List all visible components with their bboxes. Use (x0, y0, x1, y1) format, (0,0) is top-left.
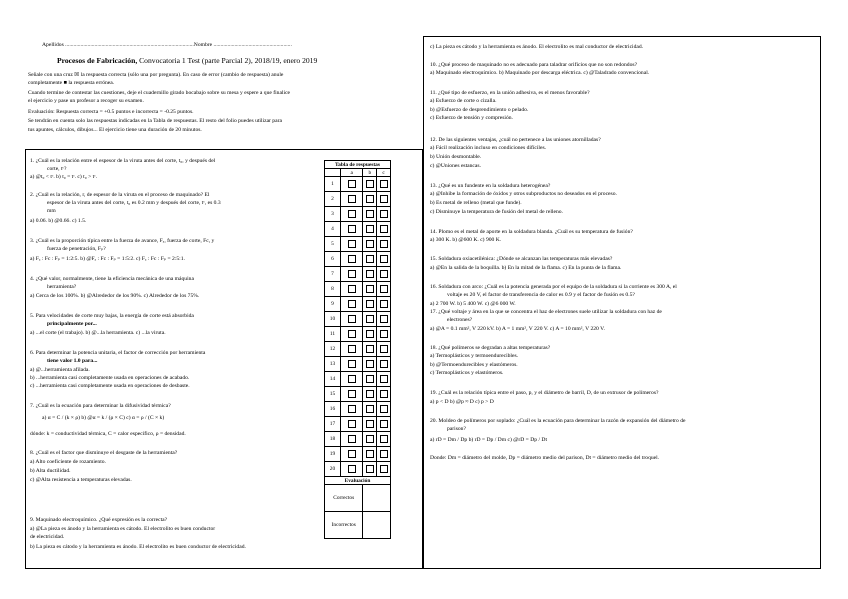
answer-line: a) @La pieza es ánodo y la herramienta es cátodo. El electrolito es buen conductor (30, 526, 216, 532)
answer-line: a) Termoplásticos y termoendurecibles. (430, 353, 519, 359)
answer-cell (363, 297, 377, 312)
answer-cell (340, 357, 363, 372)
row-number: 3 (325, 207, 341, 222)
row-number: 14 (325, 372, 341, 387)
name-line: Apellidos ............................................................................................Nombre ........................................................ (42, 42, 292, 48)
answer-cell (377, 432, 391, 447)
answer-checkbox[interactable] (380, 210, 388, 218)
answer-cell (377, 207, 391, 222)
row-number: 11 (325, 327, 341, 342)
answer-checkbox[interactable] (366, 210, 374, 218)
row-number: 7 (325, 267, 341, 282)
exam-title-bold: Procesos de Fabricación, (57, 56, 138, 65)
question-line: 9. Maquinado electroquímico. ¿Qué expresión es la correcta? (30, 517, 168, 523)
question-line: 3. ¿Cuál es la proporción típica entre la fuerza de avance, Fₐ, fuerza de corte, Fc, y (30, 238, 215, 244)
answer-checkbox[interactable] (348, 180, 356, 188)
answer-row (325, 387, 391, 402)
answer-checkbox[interactable] (380, 330, 388, 338)
answer-cell (377, 222, 391, 237)
answer-line: b) Es metal de relleno (metal que funde). (430, 200, 522, 206)
answer-row (325, 402, 391, 417)
answer-line: a) α = C / (k × ρ) b) @α = k / (ρ × C) c) α = ρ / (C × k) (42, 415, 165, 421)
answer-checkbox[interactable] (348, 330, 356, 338)
answer-cell (340, 327, 363, 342)
answer-cell (377, 237, 391, 252)
answer-cell (363, 237, 377, 252)
answer-cell (363, 372, 377, 387)
answer-cell (377, 402, 391, 417)
answer-checkbox[interactable] (366, 450, 374, 458)
answer-row (325, 297, 391, 312)
answer-line: voltaje es 20 V, el factor de transferencia de calor es 0.9 y el factor de fusión es 0.5? (447, 292, 635, 298)
answer-cell (377, 267, 391, 282)
answer-checkbox[interactable] (366, 345, 374, 353)
answer-line: a) p < D b) @p ≈ D c) p > D (430, 399, 494, 405)
answer-cell (363, 462, 377, 477)
answer-cell (340, 222, 363, 237)
answer-table (324, 160, 391, 539)
answer-cell (340, 282, 363, 297)
answer-checkbox[interactable] (366, 225, 374, 233)
answer-checkbox[interactable] (366, 420, 374, 428)
answer-checkbox[interactable] (366, 405, 374, 413)
question-line: 17. ¿Qué voltaje y área en la que se concentra el haz de electrones suele utilizar la soldadura con haz de (430, 309, 662, 315)
answer-row (325, 177, 391, 192)
instruction-line: Evaluación: Respuesta correcta = +0.5 puntos e incorrecta = -0.25 puntos. (28, 109, 194, 115)
answer-row (325, 282, 391, 297)
answer-checkbox[interactable] (366, 180, 374, 188)
answer-checkbox[interactable] (366, 435, 374, 443)
answer-cell (363, 402, 377, 417)
row-number: 15 (325, 387, 341, 402)
answer-row (325, 357, 391, 372)
instruction-line: el ejercicio y pase un profesor a recoger su examen. (28, 98, 144, 104)
question-line: 6. Para determinar la potencia unitaria, el factor de corrección por herramienta (30, 350, 206, 356)
answer-checkbox[interactable] (348, 285, 356, 293)
answer-line: a) ...el corte (el trabajo). b) @...la herramienta. c) ...la viruta. (30, 330, 166, 336)
answer-row (325, 192, 391, 207)
row-number: 19 (325, 447, 341, 462)
answer-checkbox[interactable] (366, 270, 374, 278)
answer-cell (363, 177, 377, 192)
answer-checkbox[interactable] (380, 285, 388, 293)
answer-line: Donde: Dm = diámetro del molde, Dp = diámetro medio del parison, Dt = diámetro medio del troquel. (430, 455, 660, 461)
answer-cell (340, 312, 363, 327)
incorrect-count-cell (363, 512, 391, 539)
answer-cell (377, 297, 391, 312)
answer-checkbox[interactable] (366, 285, 374, 293)
answer-row (325, 207, 391, 222)
question-line: 11. ¿Qué tipo de esfuerzo, en la unión adhesiva, es el menos favorable? (430, 90, 590, 96)
question-line: 14. Plomo es el metal de aporte en la soldadura blanda. ¿Cuál es su temperatura de fusión? (430, 229, 633, 235)
answer-cell (340, 387, 363, 402)
answer-checkbox[interactable] (348, 300, 356, 308)
answer-checkbox[interactable] (380, 390, 388, 398)
answer-checkbox[interactable] (366, 465, 374, 473)
answer-line: c) ...herramienta casi completamente usada en operaciones de desbaste. (30, 383, 190, 389)
answer-checkbox[interactable] (380, 360, 388, 368)
answer-line: dónde: k = conductividad térmica, C = calor específico, ρ = densidad. (30, 431, 186, 437)
answer-line: c) Termoplásticos y elastómeros. (430, 370, 504, 376)
row-number: 4 (325, 222, 341, 237)
answer-cell (340, 417, 363, 432)
answer-row (325, 417, 391, 432)
answer-cell (340, 237, 363, 252)
answer-line: c) Disminuye la temperatura de fusión del metal de relleno. (430, 209, 563, 215)
question-line: herramienta? (47, 284, 77, 290)
question-line: 10. ¿Qué proceso de maquinado no es adecuado para taladrar orificios que no son redondos? (430, 62, 638, 68)
answer-cell (377, 447, 391, 462)
answer-checkbox[interactable] (380, 270, 388, 278)
answer-checkbox[interactable] (366, 330, 374, 338)
answer-cell (363, 207, 377, 222)
question-line: 12. De las siguientes ventajas, ¿cuál no pertenece a las uniones atornilladas? (430, 137, 601, 143)
answer-line: de electricidad. (30, 534, 65, 540)
answer-cell (377, 387, 391, 402)
question-line: 18. ¿Qué polímeros se degradan a altas temperaturas? (430, 345, 551, 351)
answer-cell (340, 432, 363, 447)
answer-row (325, 237, 391, 252)
answer-line: a) @t₀ < tᶜ. b) t₀ = tᶜ. c) t₀ > tᶜ. (30, 174, 98, 180)
answer-line: b) @Termoendurecibles y elastómeros. (430, 362, 518, 368)
question-line: 16. Soldadura con arco: ¿Cuál es la potencia generada por el equipo de la soldadura si la corriente es 300 A, el (430, 284, 677, 290)
answer-cell (377, 312, 391, 327)
answer-cell (363, 357, 377, 372)
row-number: 16 (325, 402, 341, 417)
answer-row (325, 312, 391, 327)
answer-line: b) Unión desmontable. (430, 154, 482, 160)
answer-checkbox[interactable] (348, 435, 356, 443)
question-line: 7. ¿Cuál es la ecuación para determinar la difusividad térmica? (30, 403, 171, 409)
row-number: 10 (325, 312, 341, 327)
answer-cell (340, 447, 363, 462)
answer-line: a) Fácil realización incluso en condiciones difíciles. (430, 145, 547, 151)
correct-label: Correctos (325, 485, 363, 512)
answer-checkbox[interactable] (366, 195, 374, 203)
answer-row (325, 327, 391, 342)
answer-checkbox[interactable] (366, 240, 374, 248)
question-line: 20. Moldeo de polímeros por soplado: ¿Cuál es la ecuación para determinar la razón de expansión del diámetro de (430, 418, 686, 424)
evaluation-title: Evaluación (325, 477, 391, 485)
answer-checkbox[interactable] (366, 300, 374, 308)
answer-line: a) Alto coeficiente de rozamiento. (30, 459, 106, 465)
answer-checkbox[interactable] (366, 315, 374, 323)
instruction-line: Cuando termine de contestar las cuestiones, deje el cuadernillo girado bocabajo sobre su mesa y espere a que finalice (28, 90, 291, 96)
answer-checkbox[interactable] (380, 255, 388, 263)
row-number: 1 (325, 177, 341, 192)
answer-line: c) Esfuerzo de tensión y compresión. (430, 115, 513, 121)
answer-row (325, 222, 391, 237)
row-number: 6 (325, 252, 341, 267)
answer-line: a) Maquinado electroquímico. b) Maquinado por descarga eléctrica. c) @Taladrado convencional. (430, 70, 650, 76)
answer-checkbox[interactable] (380, 375, 388, 383)
answer-row (325, 462, 391, 477)
row-number: 13 (325, 357, 341, 372)
incorrect-label: Incorrectos (325, 512, 363, 539)
answer-line: b) ...herramienta casi completamente usada en operaciones de acabado. (30, 375, 190, 381)
question-line: 13. ¿Qué es un fundente en la soldadura heterogénea? (430, 183, 551, 189)
answer-cell (377, 282, 391, 297)
answer-cell (363, 432, 377, 447)
answer-line: b) @Esfuerzo de desprendimiento o pelado. (430, 107, 529, 113)
answer-checkbox[interactable] (348, 195, 356, 203)
answer-checkbox[interactable] (348, 270, 356, 278)
question-line: 8. ¿Cuál es el factor que disminuye el desgaste de la herramienta? (30, 450, 178, 456)
col-header: b (363, 169, 377, 177)
answer-checkbox[interactable] (348, 405, 356, 413)
question-line: principalmente por... (47, 321, 97, 327)
answer-line: parison? (447, 426, 466, 432)
answer-cell (340, 177, 363, 192)
answer-checkbox[interactable] (380, 345, 388, 353)
exam-title (57, 56, 317, 65)
question-line: 4. ¿Qué valor, normalmente, tiene la eficiencia mecánica de una máquina (30, 276, 194, 282)
question-line: espesor de la viruta antes del corte, t₀ es 0.2 mm y después del corte, tᶜ, es 0.3 (47, 200, 221, 206)
row-number: 9 (325, 297, 341, 312)
answer-cell (340, 402, 363, 417)
answer-cell (377, 462, 391, 477)
answer-cell (363, 447, 377, 462)
answer-cell (363, 312, 377, 327)
question-line: tiene valor 1.0 para... (47, 358, 98, 364)
answer-checkbox[interactable] (380, 420, 388, 428)
question-line: mm (47, 208, 56, 214)
answer-cell (377, 192, 391, 207)
answer-line: b) La pieza es cátodo y la herramienta es ánodo. El electrolito es buen conductor de electricidad. (30, 544, 246, 550)
answer-cell (363, 417, 377, 432)
answer-checkbox[interactable] (380, 405, 388, 413)
answer-row (325, 372, 391, 387)
answer-checkbox[interactable] (348, 360, 356, 368)
answer-cell (377, 342, 391, 357)
instruction-line: Se tendrán en cuenta solo las respuestas indicadas en la Tabla de respuestas. El resto del folio puedes utilizar para (28, 118, 282, 124)
answer-cell (377, 372, 391, 387)
answer-line: c) @Uniones estancas. (430, 163, 481, 169)
answer-checkbox[interactable] (366, 255, 374, 263)
row-number: 18 (325, 432, 341, 447)
answer-line: a) Fₐ : Fc : Fₚ = 1:2:5. b) @Fₐ : Fc : Fₚ = 1:5:2. c) Fₐ : Fc : Fₚ = 2:5:1. (30, 256, 185, 262)
answer-checkbox[interactable] (348, 240, 356, 248)
answer-cell (363, 222, 377, 237)
answer-checkbox[interactable] (348, 375, 356, 383)
answer-cell (377, 327, 391, 342)
answer-checkbox[interactable] (348, 210, 356, 218)
answer-checkbox[interactable] (348, 390, 356, 398)
answer-cell (340, 372, 363, 387)
row-number: 17 (325, 417, 341, 432)
row-number: 8 (325, 282, 341, 297)
answer-checkbox[interactable] (380, 465, 388, 473)
answer-checkbox[interactable] (348, 345, 356, 353)
answer-cell (340, 267, 363, 282)
answer-line: a) @...herramienta afilada. (30, 367, 90, 373)
answer-cell (377, 177, 391, 192)
answer-table-title: Tabla de respuestas (325, 161, 391, 169)
instruction-line: tus apuntes, cálculos, dibujos... El ejercicio tiene una duración de 20 minutos. (28, 127, 202, 133)
answer-cell (340, 297, 363, 312)
answer-cell (363, 282, 377, 297)
correct-count-cell (363, 485, 391, 512)
answer-checkbox[interactable] (348, 465, 356, 473)
answer-checkbox[interactable] (348, 255, 356, 263)
answer-cell (363, 267, 377, 282)
answer-line: a) Cerca de los 100%. b) @Alrededor de los 90%. c) Alrededor de los 75%. (30, 293, 200, 299)
corner-cell (325, 169, 341, 177)
answer-line: a) @Inhibe la formación de óxidos y otros subproductos no deseados en el proceso. (430, 191, 617, 197)
answer-cell (377, 357, 391, 372)
answer-cell (340, 252, 363, 267)
answer-cell (377, 417, 391, 432)
question-line: 2. ¿Cuál es la relación, r, de espesor de la viruta en el proceso de maquinado? El (30, 192, 210, 198)
instruction-line: Señale con una cruz ☒ la respuesta correcta (sólo una por pregunta). En caso de error (cambio de respuesta) anule (28, 72, 284, 78)
answer-checkbox[interactable] (380, 195, 388, 203)
row-number: 20 (325, 462, 341, 477)
answer-checkbox[interactable] (380, 450, 388, 458)
question-line: fuerza de penetración, Fₚ? (47, 246, 106, 252)
row-number: 12 (325, 342, 341, 357)
answer-row (325, 342, 391, 357)
answer-cell (340, 207, 363, 222)
answer-cell (363, 252, 377, 267)
answer-line: a) 0.06. b) @0.66. c) 1.5. (30, 218, 87, 224)
answer-checkbox[interactable] (348, 315, 356, 323)
col-header: a (340, 169, 363, 177)
question-line: 19. ¿Cuál es la relación típica entre el paso, p, y el diámetro de barril, D, de un extrusor de polímeros? (430, 390, 659, 396)
answer-checkbox[interactable] (366, 390, 374, 398)
answer-line: c) La pieza es cátodo y la herramienta es ánodo. El electrolito es mal conductor de electricidad. (430, 44, 644, 50)
answer-line: a) rD = Dm / Dp b) rD = Dp / Dm c) @rD = Dp / Dt (430, 437, 547, 443)
answer-checkbox[interactable] (348, 450, 356, 458)
answer-checkbox[interactable] (348, 420, 356, 428)
answer-cell (363, 342, 377, 357)
answer-line: c) @Alta resistencia a temperaturas elevadas. (30, 477, 132, 483)
answer-checkbox[interactable] (366, 360, 374, 368)
answer-cell (377, 252, 391, 267)
answer-row (325, 432, 391, 447)
answer-checkbox[interactable] (380, 180, 388, 188)
answer-cell (340, 192, 363, 207)
exam-title-rest: Convocatoria 1 Test (parte Parcial 2), 2018/19, enero 2019 (137, 56, 318, 65)
answer-checkbox[interactable] (348, 225, 356, 233)
row-number: 5 (325, 237, 341, 252)
answer-cell (363, 387, 377, 402)
answer-checkbox[interactable] (380, 435, 388, 443)
question-line: 5. Para velocidades de corte muy bajas, la energía de corte está absorbida (30, 313, 194, 319)
answer-checkbox[interactable] (380, 300, 388, 308)
answer-cell (363, 192, 377, 207)
answer-line: electrones? (447, 317, 473, 323)
answer-line: a) 300 K. b) @600 K. c) 900 K. (430, 237, 502, 243)
answer-row (325, 447, 391, 462)
row-number: 2 (325, 192, 341, 207)
answer-cell (340, 462, 363, 477)
answer-checkbox[interactable] (380, 240, 388, 248)
answer-row (325, 267, 391, 282)
answer-cell (340, 342, 363, 357)
question-line: corte, tᶜ? (47, 166, 67, 172)
col-header: c (377, 169, 391, 177)
answer-line: a) 2 700 W. b) 5 400 W. c) @6 000 W. (430, 301, 516, 307)
answer-line: a) @En la salida de la boquilla. b) En la mitad de la flama. c) En la punta de la flama. (430, 265, 622, 271)
question-line: 1. ¿Cuál es la relación entre el espesor de la viruta antes del corte, t₀, y después del (30, 158, 216, 164)
answer-line: b) Alta ductilidad. (30, 468, 71, 474)
instruction-line: completamente ■ la respuesta errónea. (28, 80, 115, 86)
answer-checkbox[interactable] (380, 225, 388, 233)
question-line: 15. Soldadura oxiacetilénica: ¿Dónde se alcanzan las temperaturas más elevadas? (430, 256, 613, 262)
answer-cell (363, 327, 377, 342)
answer-row (325, 252, 391, 267)
answer-checkbox[interactable] (366, 375, 374, 383)
answer-line: a) Esfuerzo de corte o cizalla. (430, 98, 497, 104)
answer-checkbox[interactable] (380, 315, 388, 323)
answer-line: a) @A = 0.1 mm², V 220 kV. b) A = 1 mm², V 220 V. c) A = 10 mm², V 220 V. (430, 326, 605, 332)
